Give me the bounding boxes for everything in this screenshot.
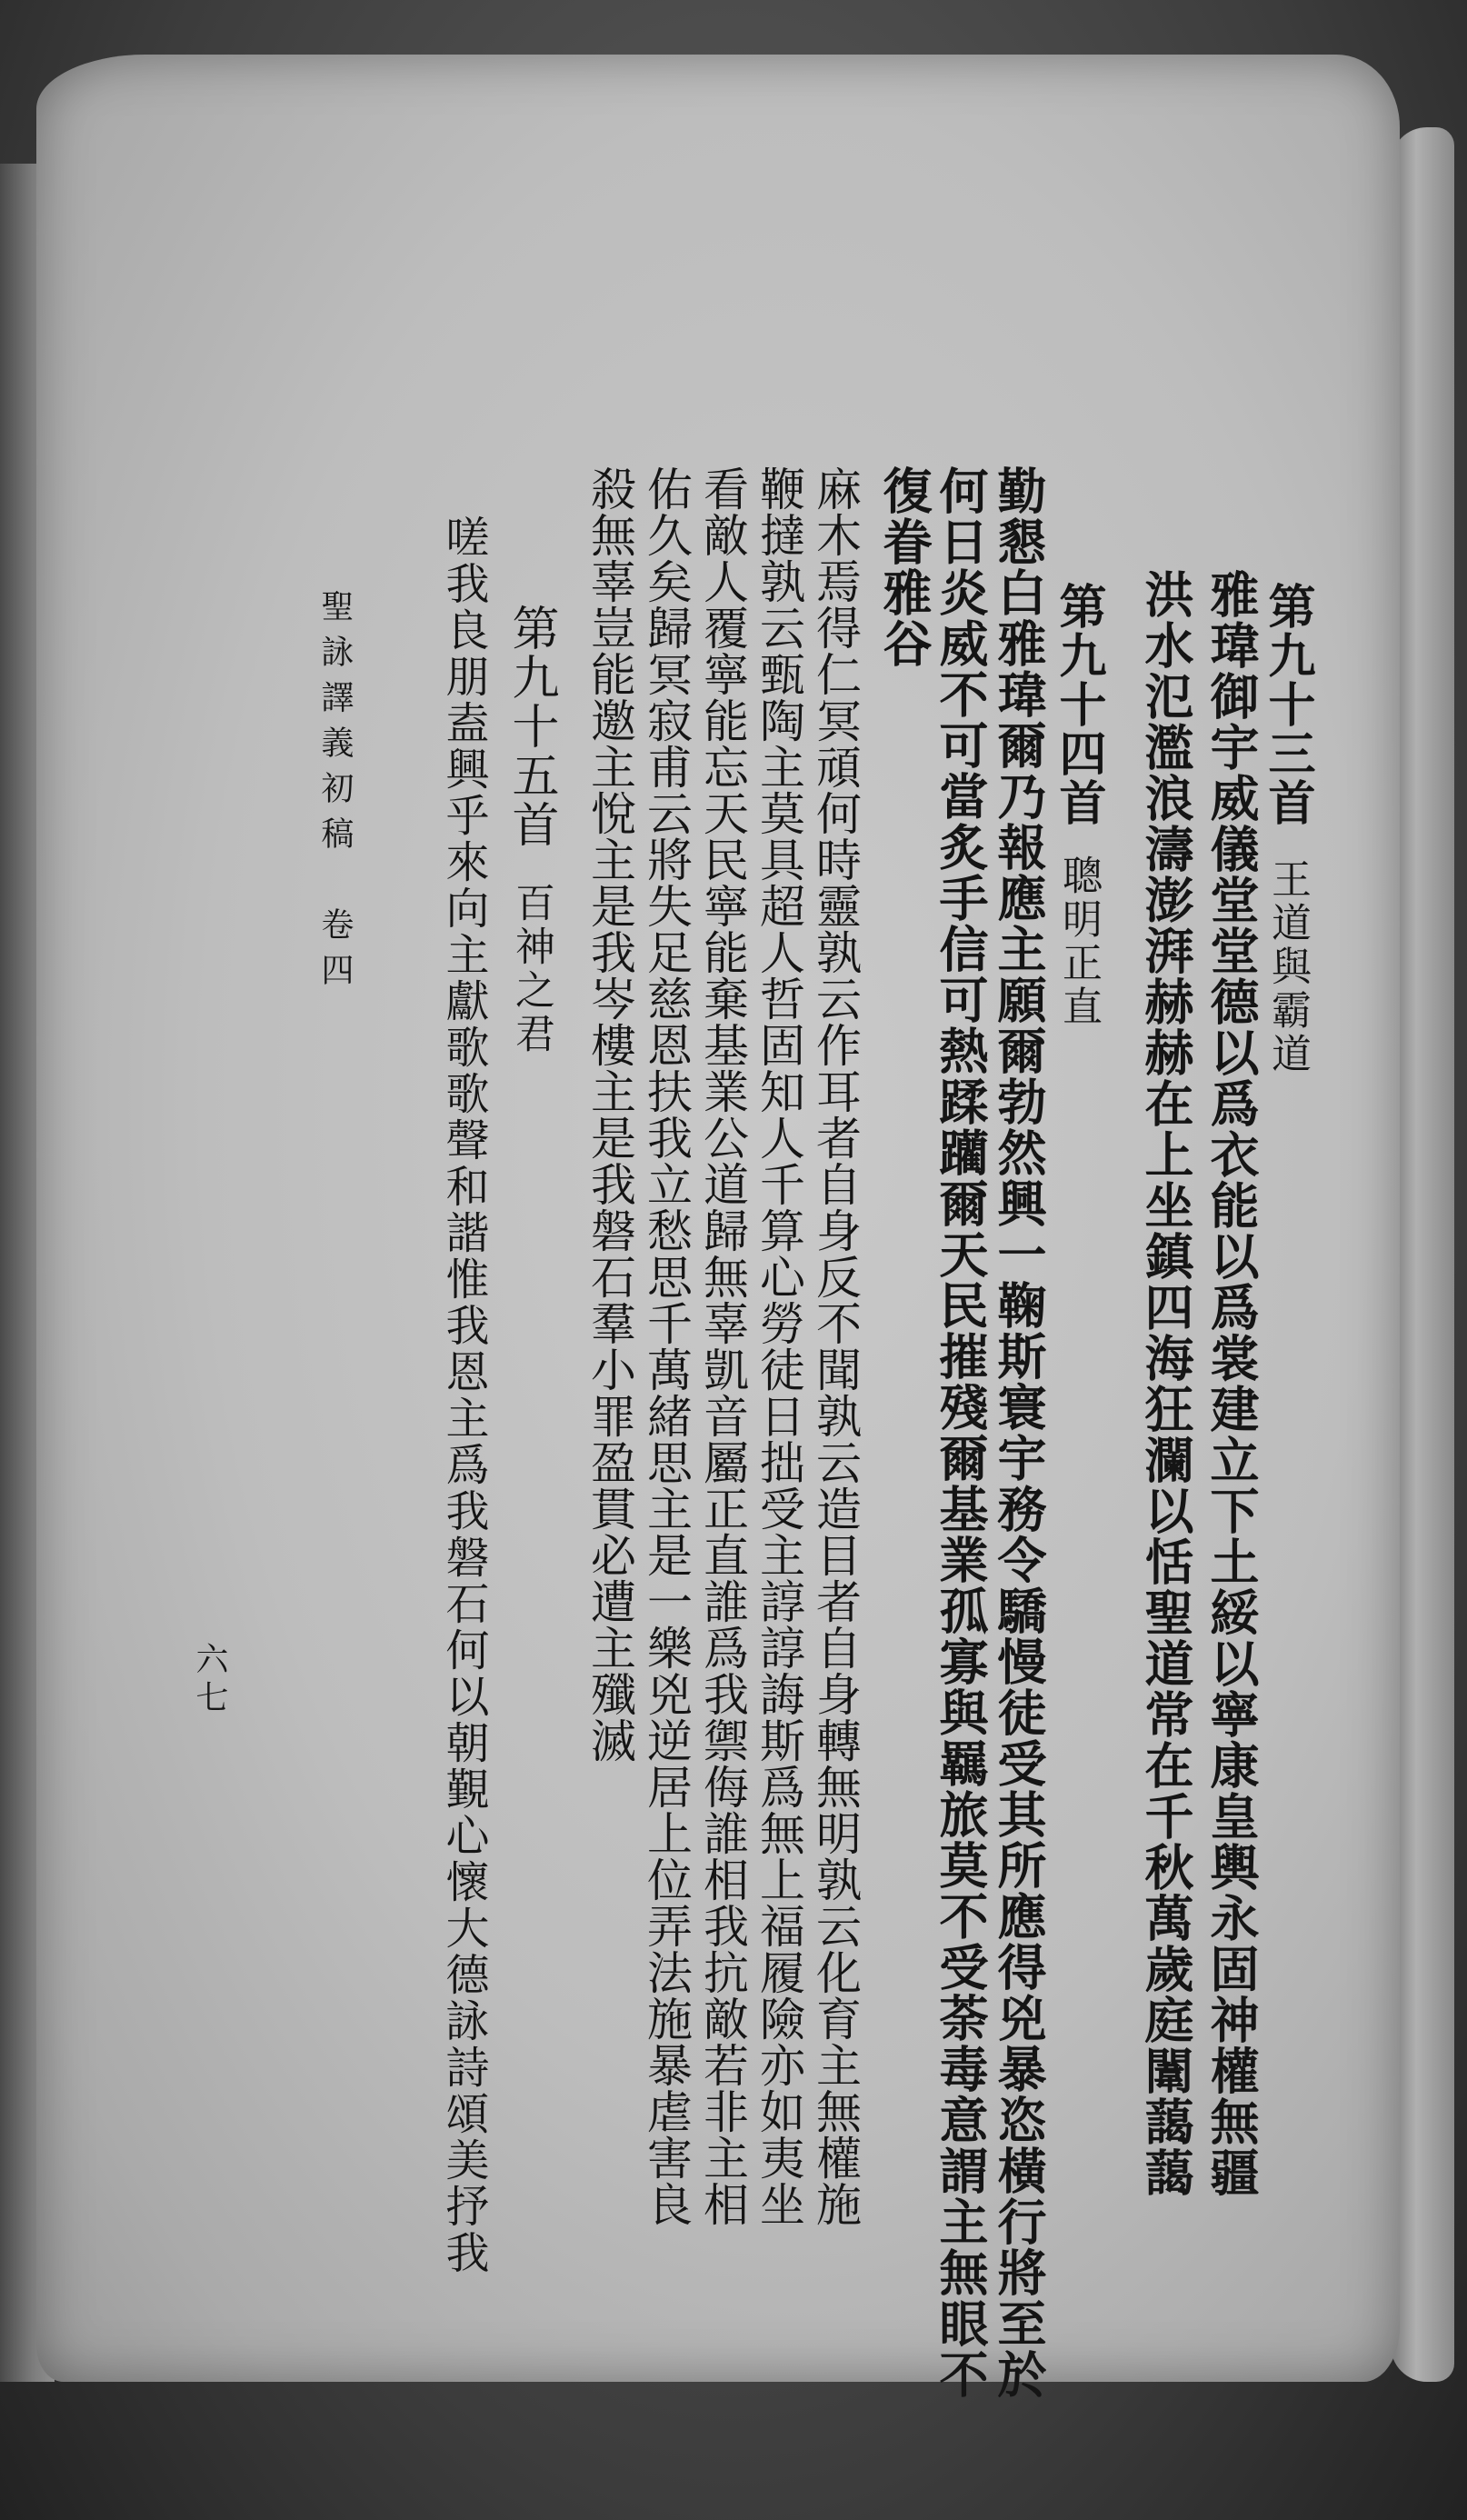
page-footer: [316, 589, 354, 998]
poem-94-line-5: 鞭撻孰云甄陶主莫具超人哲固知人千算心勞徒日拙受主諄諄誨斯爲無上福履險亦如夷坐: [753, 465, 805, 2227]
poem-94-line-7: 佑久矣歸冥寂甫云將失足慈恩扶我立愁思千萬緒思主是一樂兇逆居上位弄法施暴虐害良: [640, 465, 693, 2227]
poem-95-number: 第九十五首: [504, 604, 558, 849]
poem-94-line-4: 麻木焉得仁冥頑何時靈孰云作耳者自身反不聞孰云造目者自身轉無明孰云化育主無權施: [809, 465, 862, 2227]
poem-94-heading: [1051, 582, 1106, 1029]
poem-94-line-2: 何日炎威不可當炙手信可熱蹂躪爾天民摧殘爾基業孤寡與羈旅莫不受荼毒意謂主無眼不: [932, 465, 990, 2400]
poem-93-number: 第九十三首: [1260, 582, 1315, 827]
poem-93-line-1: 雅瑋御宇威儀堂堂德以爲衣能以爲裳建立下土綏以寧康皇輿永固神權無疆: [1203, 569, 1261, 2198]
next-page-edge: [1391, 127, 1454, 2382]
poem-94-number: 第九十四首: [1051, 582, 1106, 827]
poem-95-title: 百神之君: [508, 882, 554, 1056]
poem-94-line-6: 看敵人覆寧能忘天民寧能棄基業公道歸無辜凱音屬正直誰爲我禦侮誰相我抗敵若非主相: [696, 465, 749, 2227]
poem-93-heading: [1260, 582, 1315, 1076]
poem-94-line-3: 復眷雅谷: [875, 465, 933, 669]
poem-95-line-1: 嗟我良朋盍興乎來向主獻歌歌聲和諧惟我恩主爲我磐石何以朝覲心懷大德詠詩頌美抒我: [438, 515, 489, 2276]
poem-94-line-8: 殺無辜豈能邀主悅主是我岑樓主是我磐石羣小罪盈貫必遭主殲滅: [584, 465, 636, 1764]
poem-93-title: 王道與霸道: [1264, 858, 1311, 1076]
poem-95-heading: [504, 604, 558, 1056]
volume-label: 卷四: [316, 907, 354, 998]
poem-93-line-2: 洪水氾濫浪濤澎湃赫赫在上坐鎮四海狂瀾以恬聖道常在千秋萬歲庭闈藹藹: [1137, 569, 1195, 2198]
page-number: 六七: [191, 1642, 228, 1718]
poem-94-line-1: 勤懇白雅瑋爾乃報應主願爾勃然興一鞠斯寰宇務令驕慢徒受其所應得兇暴恣橫行將至於: [990, 465, 1048, 2400]
book-title: 聖詠譯義初稿: [316, 589, 354, 862]
poem-94-title: 聰明正直: [1055, 855, 1102, 1029]
